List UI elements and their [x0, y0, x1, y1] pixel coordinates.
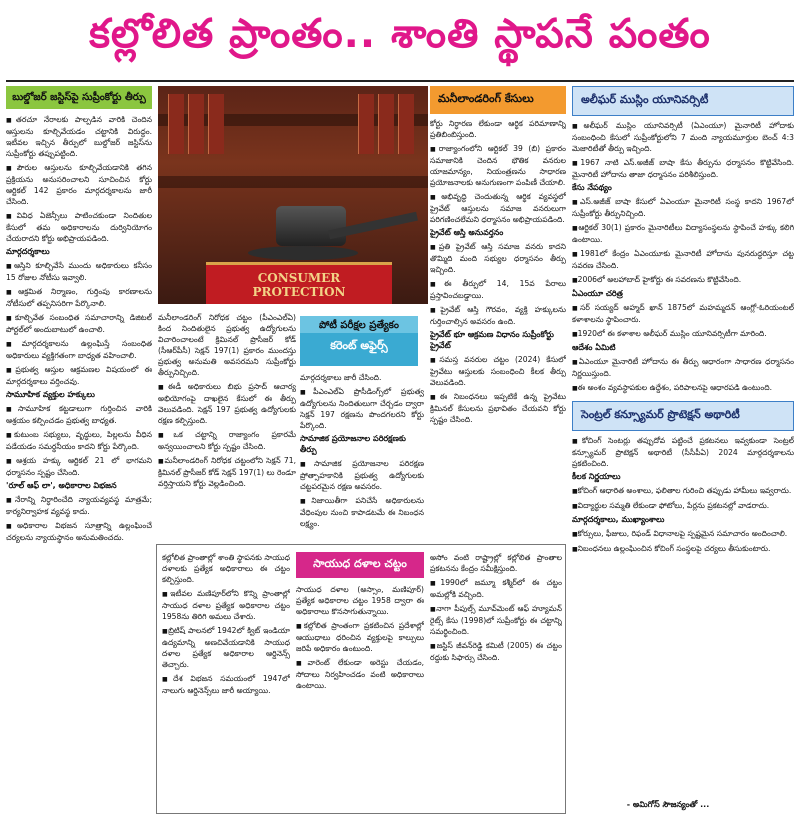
money-laundering-heading: మనీలాండరింగ్ కేసులు	[430, 86, 566, 114]
subheading: కేసు నేపథ్యం	[572, 183, 612, 192]
para: ■ దేశ విభజన సమయంలో 1947లో నాలుగు ఆర్డినెన్స్‌లు జారీ అయ్యాయి.	[162, 673, 290, 696]
gavel-icon	[276, 206, 346, 246]
subheading: మార్గదర్శకాలు, ముఖ్యాంశాలు	[572, 515, 665, 524]
subheading: సామూహిక వ్యక్తుల హక్కులు	[6, 390, 95, 399]
armed-forces-mid	[296, 584, 424, 808]
para: ■ అలీఘర్ ముస్లిం యూనివర్సిటీ (ఏఎంయూ) మైనారిటీ హోదాకు సంబంధించి కేసులో సుప్రీంకోర్టులోని 7 మంది న్యాయమూర్తుల బెంచ్ 4:3 మెజారిటీతో తీర్పు ఇచ్చింది.	[572, 120, 794, 154]
subheading: ప్రైవేట్ భూ ఆక్రమణ విధానం సుప్రీంకోర్టు ప్రైవేట్	[430, 330, 554, 350]
book-title-line1: CONSUMER	[257, 270, 341, 285]
book	[358, 94, 374, 154]
bullet: ■ 2006లో అలహాబాద్ హైకోర్టు ఈ సవరణను కొట్టివేసింది.	[572, 274, 794, 286]
special-label: పోటీ పరీక్షల ప్రత్యేకం	[300, 316, 418, 333]
para: ■ నాగా పీపుల్స్ మూవ్‌మెంట్ ఆఫ్ హ్యూమన్ రైట్స్ కేసు (1998)లో సుప్రీంకోర్టు ఈ చట్టాన్ని సమర్థించింది.	[430, 603, 562, 637]
subheading: ఆదేశం ఏమిటి	[572, 343, 616, 352]
para: కల్లోలిత ప్రాంతాల్లో శాంతి స్థాపనకు సాయుధ దళాలకు ప్రత్యేక అధికారాలు ఈ చట్టం కల్పిస్తుంది.	[162, 553, 290, 584]
para: ■ బ్రిటిష్ పాలనలో 1942లో క్విట్ ఇండియా ఉద్యమాన్ని అణచివేయడానికి సాయుధ దళాల ప్రత్యేక అధికారాల ఆర్డినెన్స్ తెచ్చారు.	[162, 625, 290, 670]
ccpa-heading: సెంట్రల్ కన్స్యూమర్ ప్రొటెక్షన్ అథారిటీ	[572, 401, 794, 431]
bullet: ■ 1920లో ఈ కళాశాల అలీఘర్ ముస్లిం యూనివర్సిటీగా మారింది.	[572, 328, 794, 340]
bullet: ■ కోర్సులు, ఫీజులు, రిఫండ్ విధానాలపై స్పష్టమైన సమాచారం అందించాలి.	[572, 528, 794, 540]
bullet: ■ కూల్చివేత సంబంధిత సమాచారాన్ని డిజిటల్ పోర్టల్‌లో అందుబాటులో ఉంచాలి.	[6, 312, 152, 335]
consumer-protection-photo	[158, 86, 428, 304]
bullet: ■ ఏఎంయూ మైనారిటీ హోదాను ఈ తీర్పు ఆధారంగా సాధారణ ధర్మాసనం నిర్ణయిస్తుంది.	[572, 356, 794, 379]
credit-footer: - అమిగోస్ సౌజన్యంతో ...	[626, 800, 710, 809]
para: ■ తరచూ నేరాలకు పాల్పడిన వారికి చెందిన ఆస్తులను కూల్చివేయడం చట్టానికి విరుద్ధం. ఇటీవల ఇచ్చిన తీర్పులో బుల్డోజర్ జస్టిస్‌ను సుప్రీంకోర్టు తప్పుపట్టింది.	[6, 114, 152, 159]
competitive-exams-special-box	[300, 316, 418, 366]
armed-forces-left	[162, 552, 290, 808]
bullet: ■ ప్రతి ప్రైవేట్ ఆస్తి సమాజ వనరు కాదని తొమ్మిది మంది సభ్యుల ధర్మాసనం తీర్పు ఇచ్చింది.	[430, 241, 566, 275]
bullet: ■ ఆర్టికల్ 30(1) ప్రకారం మైనారిటీలు విద్యాసంస్థలను స్థాపించే హక్కు కలిగి ఉంటాయి.	[572, 222, 794, 245]
para: ■ ఒక చట్టాన్ని రాజ్యాంగం ప్రకారమే అన్వయించాలని కోర్టు స్పష్టం చేసింది.	[158, 429, 296, 452]
bullet: ■ 1981లో కేంద్రం ఏఎంయూకు మైనారిటీ హోదాను పునరుద్ధరిస్తూ చట్ట సవరణ చేసింది.	[572, 248, 794, 271]
subheading: సామాజిక ప్రయోజనాల పరిరక్షణకు తీర్పు	[300, 434, 406, 454]
para: మనీలాండరింగ్ నిరోధక చట్టం (పీఎంఎల్ఏ) కింద నిందితులైన ప్రభుత్వ ఉద్యోగులను విచారించాలంటే క్రిమినల్ ప్రొసీజర్ కోడ్ (సీఆర్‌పీసీ) సెక్షన్ 197(1) ప్రకారం ముందస్తు ప్రభుత్వ అనుమతి అవసరమని సుప్రీంకోర్టు తీర్పునిచ్చింది.	[158, 313, 296, 377]
bullet: ■ సామూహిక కట్టడాలుగా గుర్తించిన వారికి ఆశ్రయం కల్పించడం ప్రభుత్వ బాధ్యత.	[6, 403, 152, 426]
bullet: ■ మార్గదర్శకాలను ఉల్లంఘిస్తే సంబంధిత అధికారులు వ్యక్తిగతంగా బాధ్యత వహించాలి.	[6, 338, 152, 361]
book	[188, 94, 204, 154]
para: ■ అభివృద్ధి చెందుతున్న ఆర్థిక వ్యవస్థలో ప్రైవేట్ ఆస్తులను సమాజ వనరులుగా పరిగణించలేమని ధర్మాసనం అభిప్రాయపడింది.	[430, 191, 566, 225]
bullet: ■ ఈ అంశం వ్యవస్థాపకుల ఉద్దేశం, పరిపాలనపై ఆధారపడి ఉంటుంది.	[572, 382, 794, 394]
para: ■ పౌరుల ఆస్తులను కూల్చివేయడానికి తగిన ప్రక్రియను అనుసరించాలని సూచించిన కోర్టు ఆర్టికల్ 142 ప్రకారం మార్గదర్శకాలను జారీ చేసింది.	[6, 162, 152, 207]
bulldozer-heading: బుల్డోజర్ జస్టిస్‌పై సుప్రీంకోర్టు తీర్పు	[6, 86, 152, 109]
current-affairs-label: కరెంట్ అఫైర్స్	[330, 339, 388, 352]
headline-rule	[6, 80, 794, 82]
book	[168, 94, 184, 154]
bullet: ■ ఎస్.అజీజ్ బాషా కేసులో ఏఎంయూ మైనారిటీ సంస్థ కాదని 1967లో సుప్రీంకోర్టు తీర్పునిచ్చింది.	[572, 196, 794, 219]
para: ■ కల్లోలిత ప్రాంతంగా ప్రకటించిన ప్రదేశాల్లో ఆయుధాలు ధరించిన వ్యక్తులపై కాల్పులు జరిపే అధికారం ఉంటుంది.	[296, 620, 424, 654]
para: ■ కోచింగ్ సెంటర్లు తప్పుదోవ పట్టించే ప్రకటనలు ఇవ్వకుండా సెంట్రల్ కన్స్యూమర్ ప్రొటెక్షన్ అథారిటీ (సీసీపీఏ) 2024 మార్గదర్శకాలను ప్రకటించింది.	[572, 435, 794, 469]
col-bulldozer	[6, 86, 152, 806]
subheading: ఏఎంయూ చరిత్ర	[572, 289, 623, 298]
bullet: ■ ఈ తీర్పులో 14, 15వ పేరాలు ప్రస్తావించబడ్డాయి.	[430, 278, 566, 301]
armed-forces-right	[430, 552, 562, 808]
book	[398, 94, 414, 154]
bullet: ■ నేరాన్ని నిర్ధారించేది న్యాయవ్యవస్థ మాత్రమే; కార్యనిర్వాహక వ్యవస్థ కాదు.	[6, 494, 152, 517]
para: ■ వివిధ ఏజెన్సీలు పాటించకుండా నిందితుల కేసులో తమ అధికారాలను దుర్వినియోగం చేయరాదని కోర్టు అభిప్రాయపడింది.	[6, 210, 152, 244]
bullet: ■ ప్రైవేట్ ఆస్తి గౌరవం, వ్యక్తి హక్కులను గుర్తించాల్సిన అవసరం ఉంది.	[430, 304, 566, 327]
book-title-line2: PROTECTION	[252, 284, 346, 299]
amu-heading: అలీఘర్ ముస్లిం యూనివర్సిటీ	[572, 86, 794, 116]
bullet: ■ సమస్త వనరుల చట్టం (2024) కేసులో ప్రైవేటు ఆస్తులకు సంబంధించి కీలక తీర్పు వెలువడింది.	[430, 354, 566, 388]
para: ■ 1990లో జమ్మూ కశ్మీర్‌లో ఈ చట్టం అమల్లోకి వచ్చింది.	[430, 577, 562, 600]
col-money-laundering	[430, 86, 566, 538]
bullet: ■ ఆక్రమిత నిర్మాణం, గుర్తింపు కారణాలను నోటీసులో తప్పనిసరిగా పేర్కొనాలి.	[6, 286, 152, 309]
para: ■ జస్టిస్ జీవన్‌రెడ్డి కమిటీ (2005) ఈ చట్టం రద్దుకు సిఫార్సు చేసింది.	[430, 640, 562, 663]
bullet: ■ ప్రభుత్వ ఆస్తుల ఆక్రమణల విషయంలో ఈ మార్గదర్శకాలు వర్తించవు.	[6, 364, 152, 387]
subheading: ప్రైవేట్ ఆస్తి అనువర్తనం	[430, 228, 504, 237]
subheading: కీలక నిర్ణయాలు	[572, 472, 621, 481]
para: ■ రాజ్యాంగంలోని ఆర్టికల్ 39 (బి) ప్రకారం సమాజానికి చెందిన భౌతిక వనరుల యాజమాన్యం, నియంత్రణను సాధారణ ప్రయోజనాలకు అనుగుణంగా పంపిణీ చేయాలి.	[430, 143, 566, 188]
shelf	[158, 176, 428, 188]
para: సాయుధ దళాల (అస్సాం, మణిపూర్) ప్రత్యేక అధికారాల చట్టం 1958 ద్వారా ఈ అధికారాలు కొనసాగుతున్నాయి.	[296, 585, 424, 616]
para: ■ మనీలాండరింగ్ నిరోధక చట్టంలోని సెక్షన్ 71, క్రిమినల్ ప్రొసీజర్ కోడ్ సెక్షన్ 197(1) లు రెండూ వర్తిస్తాయని కోర్టు వెల్లడించింది.	[158, 455, 296, 489]
para: ■ ఇటీవల మణిపూర్‌లోని కొన్ని ప్రాంతాల్లో సాయుధ దళాల ప్రత్యేక అధికారాల చట్టం 1958ను తిరిగి అమలు చేశారు.	[162, 588, 290, 622]
bullet: ■ కుటుంబ సభ్యులు, వృద్ధులు, పిల్లలను వీధిన పడేయడం సమర్థనీయం కాదని కోర్టు పేర్కొంది.	[6, 429, 152, 452]
col-pmla	[158, 312, 296, 540]
subheading: 'రూల్ ఆఫ్ లా', అధికారాల విభజన	[6, 481, 117, 490]
bullet: ■ నిజాయితీగా పనిచేసే అధికారులను వేధింపుల నుంచి కాపాడటమే ఈ నిబంధన లక్ష్యం.	[300, 495, 424, 529]
bullet: ■ నిబంధనలు ఉల్లంఘించిన కోచింగ్ సంస్థలపై చర్యలు తీసుకుంటారు.	[572, 543, 794, 555]
para: మార్గదర్శకాలు జారీ చేసింది.	[300, 373, 382, 382]
book	[208, 94, 224, 154]
gavel-base	[248, 246, 358, 260]
para: కోర్టు నిర్ధారణ లేకుండా ఆర్థిక పరిమాణాన్ని ప్రతిబింబిస్తుంది.	[430, 119, 566, 139]
subheading: మార్గదర్శకాలు	[6, 247, 50, 256]
para: ■ ఈడీ అధికారులు బిభు ప్రసాద్ ఆచార్య అభియోగంపై దాఖలైన కేసులో ఈ తీర్పు వెలువడింది. సెక్షన్ 197 ప్రభుత్వ ఉద్యోగులకు రక్షణ కల్పిస్తుంది.	[158, 381, 296, 426]
book	[378, 94, 394, 154]
para: ■ 1967 నాటి ఎస్.అజీజ్ బాషా కేసు తీర్పును ధర్మాసనం కొట్టివేసింది. మైనారిటీ హోదాను తాజా ధర్మాసనం పరిశీలిస్తుంది.	[572, 157, 794, 180]
page-headline: కల్లోలిత ప్రాంతం.. శాంతి స్థాపనే పంతం	[89, 11, 711, 57]
para: ■ పీఎంఎల్ఏ ప్రొసీడింగ్స్‌లో ప్రభుత్వ ఉద్యోగులను నిందితులుగా చేర్చడం ద్వారా సెక్షన్ 197 రక్షణను పొందగలరని కోర్టు పేర్కొంది.	[300, 386, 424, 431]
bullet: ■ సర్ సయ్యద్ అహ్మద్ ఖాన్ 1875లో మహమ్మదన్ ఆంగ్లో-ఓరియంటల్ కళాశాలను స్థాపించారు.	[572, 302, 794, 325]
col-amu	[572, 86, 794, 794]
para: ■ వారెంట్ లేకుండా అరెస్టు చేయడం, సోదాలు నిర్వహించడం వంటి అధికారాలు ఉంటాయి.	[296, 657, 424, 691]
col-social	[300, 372, 424, 540]
bullet: ■ సామాజిక ప్రయోజనాల పరిరక్షణ ప్రోత్సాహకానికి ప్రభుత్వ ఉద్యోగులకు చట్టపరమైన రక్షణ అవసరం.	[300, 458, 424, 492]
bullet: ■ అధికారాల విభజన సూత్రాన్ని ఉల్లంఘించే చర్యలను న్యాయస్థానం అనుమతించదు.	[6, 520, 152, 543]
bullet: ■ విద్యార్థుల సమ్మతి లేకుండా ఫోటోలు, పేర్లను ప్రకటనల్లో వాడరాదు.	[572, 500, 794, 512]
armed-forces-heading: సాయుధ దళాల చట్టం	[296, 552, 424, 578]
para: అసోం వంటి రాష్ట్రాల్లో కల్లోలిత ప్రాంతాల ప్రకటనను కేంద్రం సమీక్షిస్తుంది.	[430, 553, 562, 573]
bullet: ■ ఆశ్రయ హక్కు ఆర్టికల్ 21 లో భాగమని ధర్మాసనం స్పష్టం చేసింది.	[6, 455, 152, 478]
bullet: ■ ఈ నిబంధనలు ఇప్పటికే ఉన్న ప్రైవేటు క్రిమినల్ కేసులను ప్రభావితం చేయవని కోర్టు స్పష్టం చేసింది.	[430, 391, 566, 425]
consumer-protection-book	[206, 262, 392, 304]
bullet: ■ కోచింగ్ ఆధారిత అంశాలు, ఫలితాల గురించి తప్పుడు హామీలు ఇవ్వరాదు.	[572, 485, 794, 497]
bullet: ■ ఆస్తిని కూల్చివేసే ముందు అధికారులు కనీసం 15 రోజుల నోటీసు ఇవ్వాలి.	[6, 260, 152, 283]
